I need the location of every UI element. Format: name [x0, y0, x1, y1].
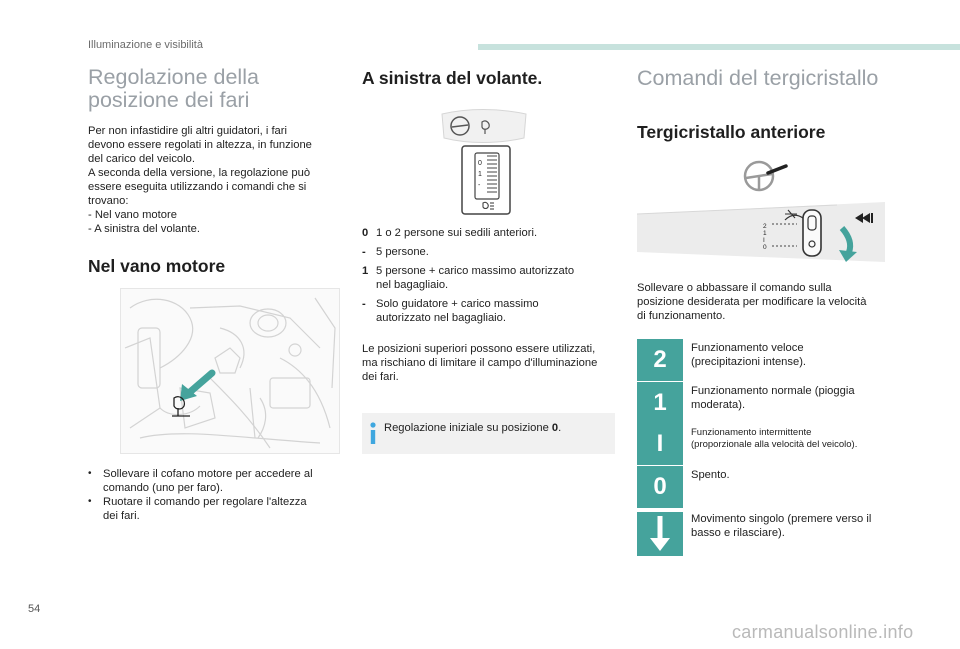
wiper-label-i: I [763, 237, 765, 244]
mode-line: basso e rilasciare). [691, 527, 785, 539]
mode-line: Funzionamento veloce [691, 342, 804, 354]
intro-line: Per non infastidire gli altri guidatori, i fari [88, 125, 287, 137]
svg-text:0: 0 [478, 160, 482, 167]
desc-line: posizione desiderata per modificare la velocità [637, 296, 867, 308]
intro-line: devono essere regolati in altezza, in funzione [88, 139, 312, 151]
steering-position-diagram [438, 106, 528, 146]
legend-text: 5 persone. [376, 246, 429, 258]
mode-line: (precipitazioni intense). [691, 356, 807, 368]
mode-tile-1: 1 [637, 382, 683, 424]
legend-item [362, 226, 612, 240]
legend-text: 5 persone + carico massimo autorizzato [376, 265, 575, 277]
arrow-down-icon [649, 516, 671, 552]
col2-note [362, 342, 622, 384]
headlamp-thumbwheel-icon [461, 145, 511, 215]
legend-key: - [362, 298, 366, 310]
wiper-label-2: 2 [763, 223, 767, 230]
info-text: Regolazione iniziale su posizione [384, 422, 552, 434]
header-bar [478, 44, 960, 50]
note-line: Le posizioni superiori possono essere utilizzati, [362, 343, 596, 355]
col2-title: A sinistra del volante. [362, 68, 543, 88]
mode-text-intermittent [691, 427, 931, 451]
mode-text-0 [691, 468, 901, 482]
intro-line: del carico del veicolo. [88, 153, 195, 165]
mode-line: Spento. [691, 469, 730, 481]
col3-title: Comandi del tergicristallo [637, 66, 879, 90]
mode-text-1 [691, 384, 901, 412]
mode-line: moderata). [691, 399, 746, 411]
mode-line: (proporzionale alla velocità del veicolo). [691, 439, 858, 450]
mode-tile-0: 0 [637, 466, 683, 508]
step-item [88, 495, 343, 523]
info-end: . [558, 422, 562, 434]
step-item [88, 467, 343, 495]
watermark: carmanualsonline.info [732, 622, 914, 642]
mode-tile-single [637, 512, 683, 556]
section-label: Illuminazione e visibilità [88, 39, 203, 51]
wiper-label-1: 1 [763, 230, 767, 237]
bullet-icon: • [88, 496, 92, 507]
bullet-icon: • [88, 468, 92, 479]
col3-subtitle: Tergicristallo anteriore [637, 122, 826, 142]
svg-text:1: 1 [478, 171, 482, 178]
mode-line: Funzionamento normale (pioggia [691, 385, 855, 397]
desc-line: Sollevare o abbassare il comando sulla [637, 282, 832, 294]
intro-line: - Nel vano motore [88, 209, 177, 221]
note-line: ma rischiano di limitare il campo d'illuminazione [362, 357, 598, 369]
intro-line: - A sinistra del volante. [88, 223, 200, 235]
page-number: 54 [28, 603, 41, 615]
col1-intro [88, 124, 338, 236]
step-text: Ruotare il comando per regolare l'altezza [103, 496, 307, 508]
steering-wheel-icon [740, 156, 790, 196]
legend-key: 0 [362, 227, 369, 239]
mode-line: Movimento singolo (premere verso il [691, 513, 872, 525]
legend-item [362, 264, 612, 292]
col1-title-line2: posizione dei fari [88, 88, 250, 112]
step-text: Sollevare il cofano motore per accedere al [103, 468, 313, 480]
legend-text: 1 o 2 persone sui sedili anteriori. [376, 227, 538, 239]
mode-text-2 [691, 341, 901, 369]
legend-key: - [362, 246, 366, 258]
wiper-stalk-diagram [637, 200, 885, 264]
svg-text:-: - [478, 182, 481, 189]
intro-line: essere eseguita utilizzando i comandi che si [88, 181, 307, 193]
step-text: dei fari. [103, 510, 140, 522]
col3-desc [637, 281, 897, 323]
engine-bay-illustration [120, 288, 340, 454]
intro-line: A seconda della versione, la regolazione può [88, 167, 311, 179]
col2-legend [362, 226, 612, 330]
legend-text: nel bagagliaio. [376, 279, 449, 291]
legend-item [362, 245, 612, 259]
mode-tile-intermittent: I [637, 423, 683, 465]
col1-subtitle: Nel vano motore [88, 256, 226, 276]
info-text-wrap [384, 421, 609, 435]
desc-line: di funzionamento. [637, 310, 726, 322]
legend-text: autorizzato nel bagagliaio. [376, 312, 506, 324]
info-box [362, 413, 615, 454]
intro-line: trovano: [88, 195, 129, 207]
mode-tile-2: 2 [637, 339, 683, 381]
col1-steps [88, 467, 343, 523]
legend-key: 1 [362, 265, 369, 277]
info-bold: 0 [551, 422, 559, 434]
note-line: dei fari. [362, 371, 399, 383]
col1-title [88, 66, 328, 112]
mode-text-single [691, 512, 901, 540]
wiper-label-0: 0 [763, 244, 767, 251]
info-icon [368, 422, 378, 444]
legend-item [362, 297, 612, 325]
col1-title-line1: Regolazione della [88, 65, 259, 89]
mode-line: Funzionamento intermittente [691, 427, 812, 438]
step-text: comando (uno per faro). [103, 482, 224, 494]
legend-text: Solo guidatore + carico massimo [376, 298, 539, 310]
